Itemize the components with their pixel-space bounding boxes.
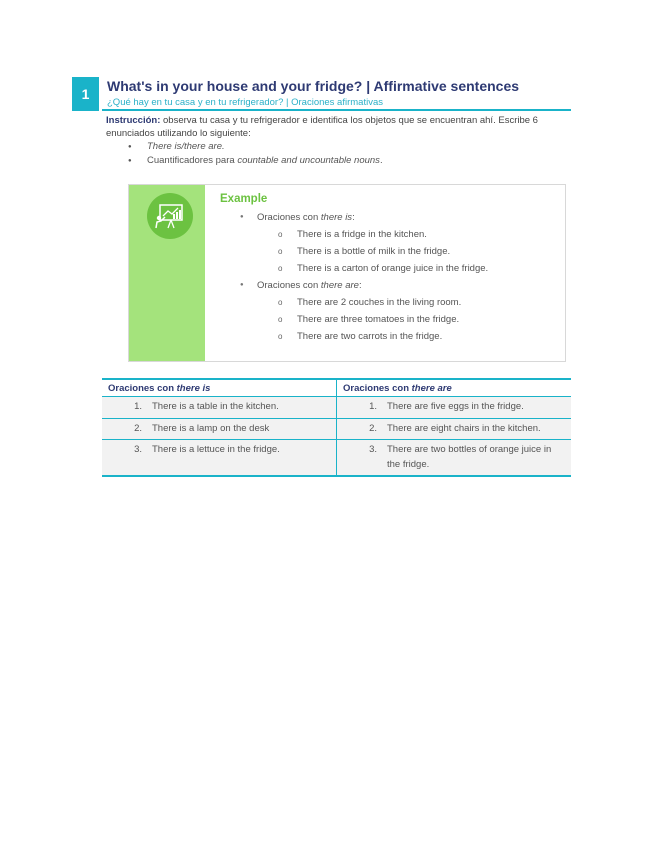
answer-number: 3. [369,444,377,455]
header-text: Oraciones con [343,382,412,394]
label-end: : [358,280,362,291]
label-end: : [352,212,355,223]
answer-number: 3. [134,444,142,455]
answer-text: There is a lamp on the desk [152,422,270,434]
bullet-end: . [379,155,383,166]
answer-number: 1. [369,401,377,412]
instruction-paragraph [106,114,576,140]
title-divider [102,109,571,111]
answer-cell[interactable] [337,440,572,477]
example-sentence: o There is a fridge in the kitchen. [237,226,488,243]
answers-table [102,378,571,477]
example-sentence: o There are 2 couches in the living room. [237,294,488,311]
answer-text: There are five eggs in the fridge. [387,401,524,412]
answer-cell[interactable] [337,418,572,440]
answer-cell[interactable] [102,397,337,419]
header-italic: there is [176,382,211,394]
section-title: What's in your house and your fridge? | Affirmative sentences [107,78,520,94]
header-there-is [102,379,337,397]
table-row [102,418,571,440]
example-sentence: o There are three tomatoes in the fridge. [237,311,488,328]
instruction-bullets [128,140,383,168]
answer-number: 2. [369,422,377,434]
example-sentence: o There is a carton of orange juice in the fridge. [237,260,488,277]
label-italic: there are [320,280,359,291]
answer-cell[interactable] [102,440,337,477]
bullet-text: Cuantificadores para [147,155,238,166]
example-title: Example [220,193,268,205]
section-subtitle: ¿Qué hay en tu casa y en tu refrigerador? | Oraciones afirmativas [107,97,383,108]
answer-text: There are two bottles of orange juice in the fridge. [387,444,552,470]
table-row [102,440,571,477]
label-italic: there is [320,212,353,223]
header-text: Oraciones con [108,382,177,394]
answer-text: There is a lettuce in the fridge. [152,444,280,455]
section-number-badge: 1 [72,77,99,111]
presentation-board-icon [147,193,193,239]
label-text: Oraciones con [257,280,321,291]
header-there-are [337,379,572,397]
example-sentence: o There are two carrots in the fridge. [237,328,488,345]
answer-text: There is a table in the kitchen. [152,401,279,412]
answer-cell[interactable] [337,397,572,419]
bullet-italic: There is/there are. [147,141,225,152]
answer-number: 2. [134,422,142,434]
example-list [237,209,488,345]
instruction-bullet [128,140,383,154]
answer-text: There are eight chairs in the kitchen. [387,422,541,434]
example-sentence: o There is a bottle of milk in the fridge. [237,243,488,260]
instruction-text: observa tu casa y tu refrigerador e identifica los objetos que se encuentran ahí. Escribe 6 enunciados utilizando lo siguiente: [106,115,538,139]
instruction-label: Instrucción: [106,115,161,126]
table-header-row [102,379,571,397]
table-row [102,397,571,419]
label-text: Oraciones con [257,212,321,223]
answer-cell[interactable] [102,418,337,440]
header-italic: there are [411,382,452,394]
answer-number: 1. [134,401,142,412]
bullet-italic: countable and uncountable nouns [237,155,380,166]
example-group-label [237,209,488,226]
example-side-panel [129,185,205,361]
example-group-label [237,277,488,294]
example-box [128,184,566,362]
instruction-bullet [128,154,383,168]
